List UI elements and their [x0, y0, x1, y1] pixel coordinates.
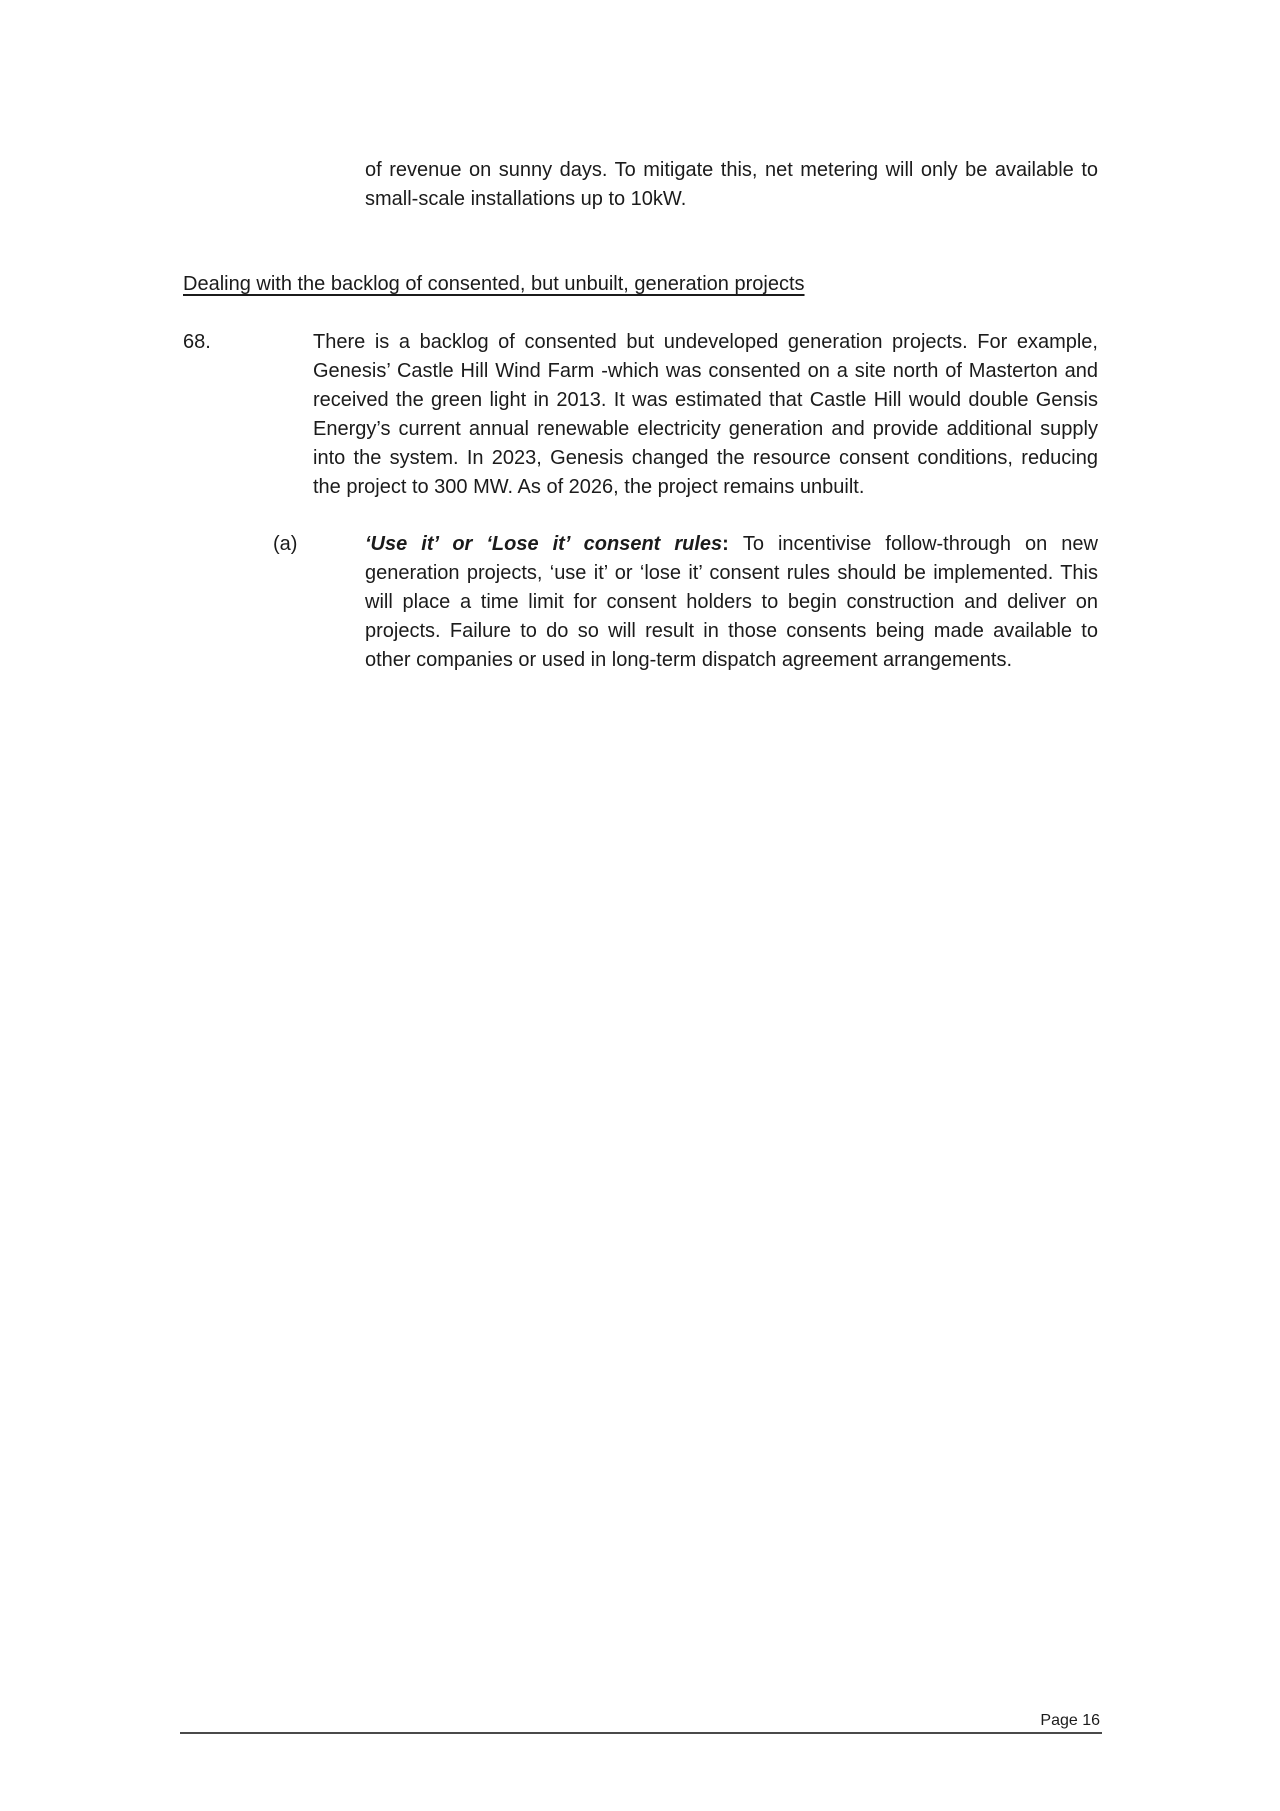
sub-item-lead: ‘Use it’ or ‘Lose it’ consent rules [365, 533, 723, 555]
list-item-number: 68. [183, 331, 211, 353]
sub-item-label: (a) [273, 533, 298, 555]
footer-rule [180, 1732, 1102, 1734]
sub-item-lead-separator: : [722, 533, 743, 555]
sub-item-paragraph [365, 530, 1098, 675]
sub-item-body-text: To incentivise follow-through on new generation projects, ‘use it’ or ‘lose it’ consent rules should be implemented. This will place a time limit for consent holders to begin construction and deliver on projects. Failure to do so will result in those consents being made available to other companies or used in long-term dispatch agreement arrangements. [365, 533, 1098, 671]
section-heading: Dealing with the backlog of consented, but unbuilt, generation projects [183, 273, 805, 295]
list-item-paragraph: There is a backlog of consented but undeveloped generation projects. For example, Genesis’ Castle Hill Wind Farm -which was consented on a site north of Masterton and received the green light in 2013. It was estimated that Castle Hill would double Gensis Energy’s current annual renewable electricity generation and provide additional supply into the system. In 2023, Genesis changed the resource consent conditions, reducing the project to 300 MW. As of 2026, the project remains unbuilt. [313, 331, 1098, 498]
page-number: Page 16 [1040, 1712, 1100, 1729]
intro-continuation-paragraph: of revenue on sunny days. To mitigate this, net metering will only be available to small-scale installations up to 10kW. [365, 159, 1098, 210]
